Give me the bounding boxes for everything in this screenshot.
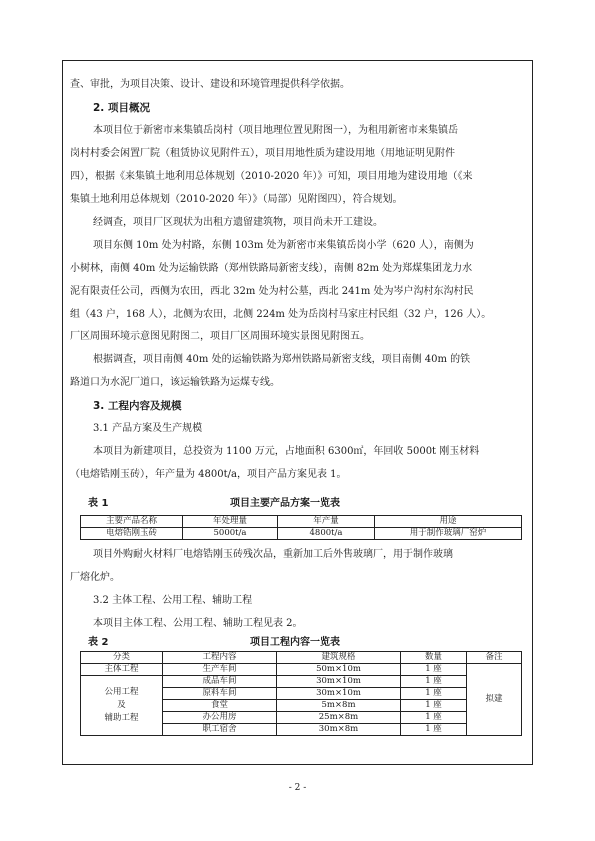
text-line: 四），根据《来集镇土地利用总体规划（2010-2020 年）》可知，项目用地为建设用地（《来 <box>70 171 473 182</box>
text-line: 项目东侧 10m 处为村路，东侧 103m 处为新密市来集镇岳岗小学（620 人），南侧为 <box>93 240 474 251</box>
table2-label: 表 2 <box>88 637 109 648</box>
table-cell: 5000t/a <box>183 528 278 540</box>
table-row <box>81 528 522 540</box>
text-line: 集镇土地利用总体规划（2010-2020 年）》（局部）见附图四），符合规划。 <box>70 194 403 205</box>
table1-title: 项目主要产品方案一览表 <box>230 498 340 509</box>
table-cell: 成品车间 <box>163 676 277 688</box>
table-header-cell: 分类 <box>81 652 163 664</box>
table-cell: 1 座 <box>401 688 467 700</box>
table-header-cell: 建筑规格 <box>277 652 401 664</box>
category-cell <box>81 676 163 736</box>
page-number: - 2 - <box>288 783 307 793</box>
note-cell: 拟建 <box>467 664 522 736</box>
text-line: 本项目为新建项目，总投资为 1100 万元，占地面积 6300㎡，年回收 5000t 刚玉材料 <box>93 446 480 457</box>
text-line: 本项目位于新密市来集镇岳岗村（项目地理位置见附图一），为租用新密市来集镇岳 <box>93 125 458 136</box>
table-cell: 食堂 <box>163 700 277 712</box>
text-line: 本项目主体工程、公用工程、辅助工程见表 2。 <box>93 618 303 629</box>
table-cell: 生产车间 <box>163 664 277 676</box>
table-cell: 30m×10m <box>277 688 401 700</box>
table-cell: 1 座 <box>401 664 467 676</box>
table-header-cell: 年产量 <box>278 516 375 528</box>
text-line: 泥有限责任公司，西侧为农田，西北 32m 处为村公墓，西北 241m 处为岑户沟村东沟村民 <box>70 286 474 297</box>
table-header-cell: 用途 <box>375 516 522 528</box>
text-line: 厂区周围环境示意图见附图二，项目厂区周围环境实景图见附图五。 <box>70 331 370 342</box>
table-cell: 30m×8m <box>277 724 401 736</box>
table1-label: 表 1 <box>88 498 109 509</box>
text-line: 小树林，南侧 40m 处为运输铁路（郑州铁路局新密支线），南侧 82m 处为郑煤集团龙力水 <box>70 263 473 274</box>
product-table <box>80 515 522 540</box>
text-line: 根据调查，项目南侧 40m 处的运输铁路为郑州铁路局新密支线，项目南侧 40m 的铁 <box>93 354 471 365</box>
text-line: 路道口为水泥厂道口，该运输铁路为运煤专线。 <box>70 377 280 388</box>
text-line: 经调查，项目厂区现状为出租方遗留建筑物，项目尚未开工建设。 <box>93 217 383 228</box>
table-cell: 25m×8m <box>277 712 401 724</box>
table-header-cell: 主要产品名称 <box>81 516 183 528</box>
category-line: 辅助工程 <box>104 713 139 723</box>
category-line: 公用工程 <box>104 687 139 697</box>
table-cell: 职工宿舍 <box>163 724 277 736</box>
text-line: 厂熔化炉。 <box>70 572 120 583</box>
table-cell: 4800t/a <box>278 528 375 540</box>
table-header-cell: 年处理量 <box>183 516 278 528</box>
table-cell: 1 座 <box>401 700 467 712</box>
text-line: 岗村村委会闲置厂院（租赁协议见附件五），项目用地性质为建设用地（用地证明见附件 <box>70 148 455 159</box>
table-cell: 50m×10m <box>277 664 401 676</box>
table-header-cell: 工程内容 <box>163 652 277 664</box>
table-cell: 用于制作玻璃厂窑炉 <box>375 528 522 540</box>
subsection-heading: 3.2 主体工程、公用工程、辅助工程 <box>93 595 253 606</box>
table-header-cell: 数量 <box>401 652 467 664</box>
section-heading: 2. 项目概况 <box>93 102 150 114</box>
table-header-row <box>81 516 522 528</box>
category-line: 及 <box>117 700 126 710</box>
category-cell: 主体工程 <box>81 664 163 676</box>
table-header-row <box>81 652 522 664</box>
table-row <box>81 664 522 676</box>
text-line: 组（43 户，168 人），北侧为农田，北侧 224m 处为岳岗村马家庄村民组（32 户，126 人）。 <box>70 309 492 320</box>
table-cell: 30m×10m <box>277 676 401 688</box>
table-cell: 电熔锆刚玉砖 <box>81 528 183 540</box>
project-table <box>80 651 522 736</box>
table-header-cell: 备注 <box>467 652 522 664</box>
subsection-heading: 3.1 产品方案及生产规模 <box>93 423 203 434</box>
table-cell: 原料车间 <box>163 688 277 700</box>
table-cell: 1 座 <box>401 676 467 688</box>
table-cell: 5m×8m <box>277 700 401 712</box>
table-cell: 1 座 <box>401 724 467 736</box>
text-line: 项目外购耐火材料厂电熔锆刚玉砖残次品，重新加工后外售玻璃厂，用于制作玻璃 <box>93 549 453 560</box>
table-row <box>81 676 522 688</box>
table2-title: 项目工程内容一览表 <box>250 637 340 648</box>
section-heading: 3. 工程内容及规模 <box>93 400 182 412</box>
table-cell: 办公用房 <box>163 712 277 724</box>
text-line: 查、审批，为项目决策、设计、建设和环境管理提供科学依据。 <box>70 79 350 90</box>
table-cell: 1 座 <box>401 712 467 724</box>
text-line: （电熔锆刚玉砖），年产量为 4800t/a，项目产品方案见表 1。 <box>70 469 347 480</box>
